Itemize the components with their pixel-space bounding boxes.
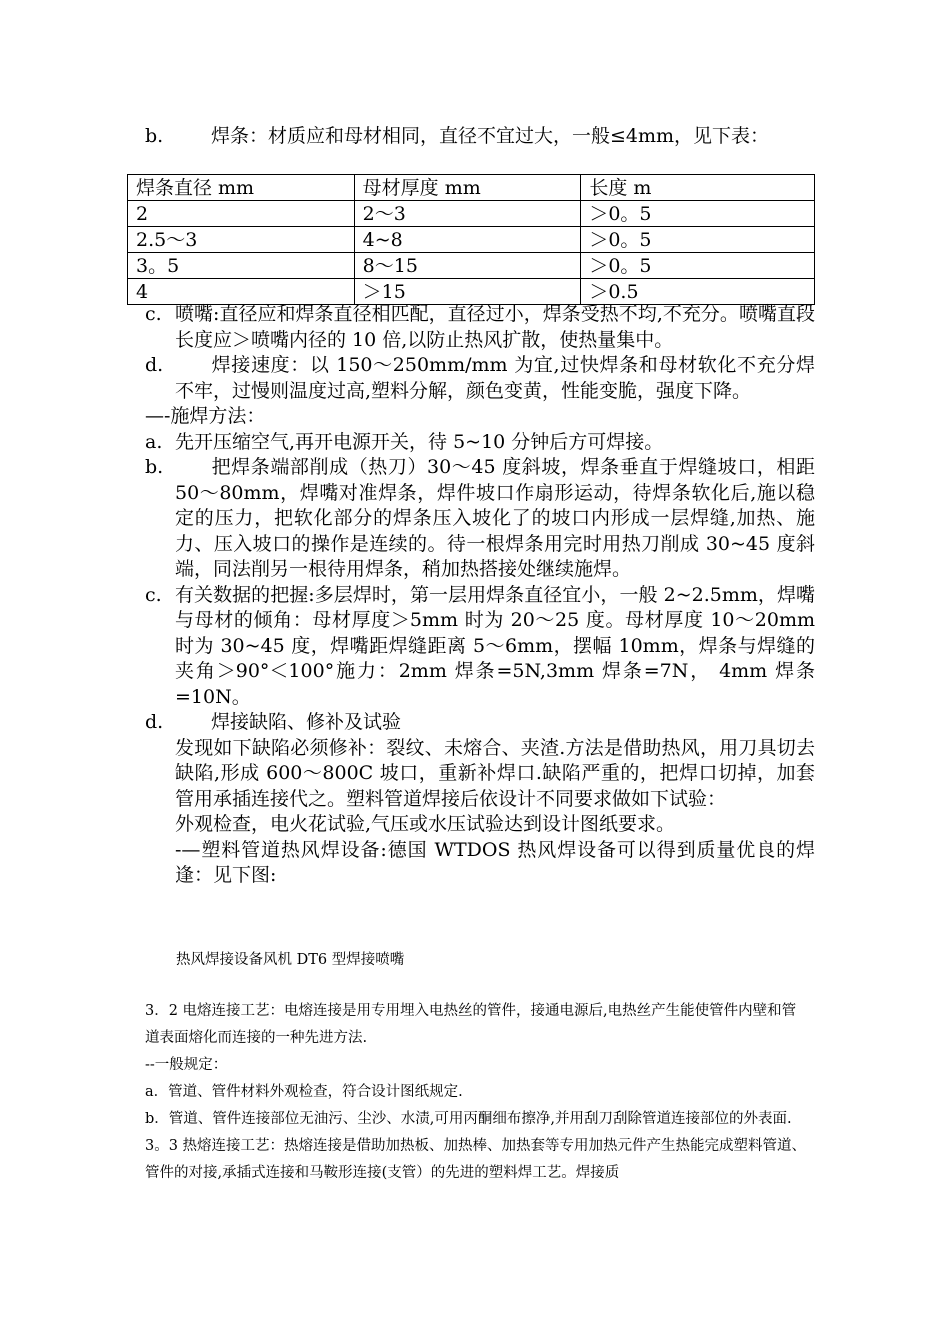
table-row xyxy=(128,201,815,227)
table-header: 焊条直径 mm xyxy=(128,175,355,201)
paragraph: a．管道、管件材料外观检查，符合设计图纸规定. xyxy=(145,1084,463,1100)
item-c-data: c. 有关数据的把握:多层焊时，第一层用焊条直径宜小，一般 2~2.5mm，焊嘴与母材的倾角：母材厚度＞5mm 时为 20～25 度。母材厚度 10～20mm 时为 30~45 度，焊嘴距焊缝距离 5～6mm，摆幅 10mm，焊条与焊缝的夹角＞90°＜100°施力：2mm 焊条=5N,3mm 焊条=7N， 4mm 焊条=10N。 xyxy=(145,583,815,708)
table-header: 长度 m xyxy=(581,175,815,201)
table-cell: 2.5～3 xyxy=(128,227,355,253)
table-header-row xyxy=(128,175,815,201)
table-cell: ＞0。5 xyxy=(581,201,815,227)
item-b-welding-rod: b. 焊条：材质应和母材相同，直径不宜过大，一般≤4mm，见下表： xyxy=(145,124,815,150)
figure-caption: 热风焊接设备风机 DT6 型焊接喷嘴 xyxy=(176,952,405,968)
item-c-nozzle: c. 喷嘴:直径应和焊条直径相匹配，直径过小，焊条受热不均,不充分。喷嘴直段长度应＞喷嘴内径的 10 倍,以防止热风扩散，使热量集中。 xyxy=(145,303,815,351)
table-row xyxy=(128,279,815,305)
item-label: b. xyxy=(145,125,164,147)
section-welding-rod xyxy=(145,124,815,150)
table-cell: 4~8 xyxy=(354,227,581,253)
item-d-defects: d. 焊接缺陷、修补及试验 xyxy=(145,711,402,733)
paragraph: --一般规定： xyxy=(145,1057,228,1073)
table-header: 母材厚度 mm xyxy=(354,175,581,201)
table-cell: 8～15 xyxy=(354,253,581,279)
inspection-paragraph: 外观检查，电火花试验,气压或水压试验达到设计图纸要求。 xyxy=(175,813,676,835)
item-d-speed: d. 焊接速度：以 150～250mm/mm 为宜,过快焊条和母材软化不充分焊不牢，过慢则温度过高,塑料分解，颜色变黄，性能变脆，强度下降。 xyxy=(145,354,815,402)
section-electrofusion xyxy=(145,998,810,1187)
table-cell: 4 xyxy=(128,279,355,305)
item-a-start: a. 先开压缩空气,再开电源开关，待 5~10 分钟后方可焊接。 xyxy=(145,430,664,453)
table-cell: 2 xyxy=(128,201,355,227)
heading-welding-method: —-施焊方法： xyxy=(145,405,266,427)
table-cell: ＞0.5 xyxy=(581,279,815,305)
table-row xyxy=(128,253,815,279)
equipment-paragraph: -—塑料管道热风焊设备:德国 WTDOS 热风焊设备可以得到质量优良的焊逢：见下图: xyxy=(175,838,815,886)
table-cell: ＞15 xyxy=(354,279,581,305)
paragraph: 3。3 热熔连接工艺：热熔连接是借助加热板、加热棒、加热套等专用加热元件产生热能完成塑料管道、管件的对接,承插式连接和马鞍形连接(支管）的先进的塑料焊工艺。焊接质 xyxy=(145,1138,807,1181)
table-cell: 2～3 xyxy=(354,201,581,227)
section-welding-params xyxy=(145,302,815,889)
rod-spec-table xyxy=(127,174,815,305)
paragraph: 3．2 电熔连接工艺：电熔连接是用专用埋入电热丝的管件，接通电源后,电热丝产生能使管件内壁和管道表面熔化而连接的一种先进方法. xyxy=(145,1003,797,1046)
paragraph: b．管道、管件连接部位无油污、尘沙、水渍,可用丙酮细布擦净,并用刮刀刮除管道连接部位的外表面. xyxy=(145,1111,792,1127)
table-cell: ＞0。5 xyxy=(581,253,815,279)
defects-paragraph: 发现如下缺陷必须修补：裂纹、未熔合、夹渣.方法是借助热风，用刀具切去缺陷,形成 600～800C 坡口，重新补焊口.缺陷严重的，把焊口切掉，加套管用承插连接代之。塑料管道焊接后依设计不同要求做如下试验： xyxy=(175,736,815,810)
table-cell: ＞0。5 xyxy=(581,227,815,253)
item-b-bevel: b. 把焊条端部削成（热刀）30～45 度斜坡，焊条垂直于焊缝坡口，相距 50～80mm，焊嘴对准焊条，焊件坡口作扇形运动，待焊条软化后,施以稳定的压力，把软化部分的焊条压入坡化了的坡口内形成一层焊缝,加热、施力、压入坡口的操作是连续的。待一根焊条用完时用热刀削成 30~45 度斜端，同法削另一根待用焊条，稍加热搭接处继续施焊。 xyxy=(145,456,815,580)
table-cell: 3。5 xyxy=(128,253,355,279)
table-row xyxy=(128,227,815,253)
